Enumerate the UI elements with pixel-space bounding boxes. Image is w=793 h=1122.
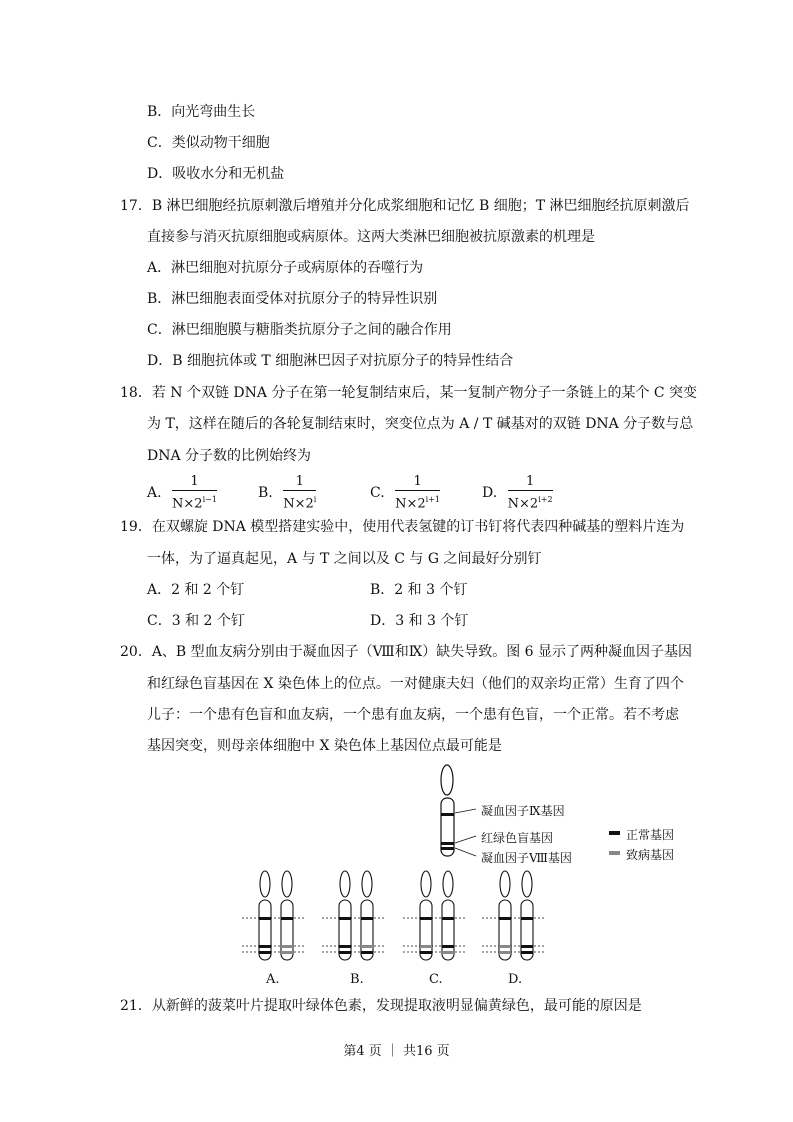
normal-gene-band	[259, 945, 271, 948]
fraction: $\frac{1}{N\times 2^{i-1}}$	[172, 474, 217, 512]
normal-gene-band	[339, 945, 351, 948]
legend-disease-swatch	[609, 851, 620, 855]
normal-gene-band	[420, 917, 432, 920]
disease-gene-band	[420, 945, 432, 948]
legend-normal-swatch	[609, 831, 620, 835]
choice-label-b: B.	[350, 972, 364, 987]
normal-gene-band	[521, 917, 533, 920]
q19-stem-line1: 19．在双螺旋 DNA 模型搭建实验中，使用代表氢键的订书钉将代表四种碱基的塑料片连为	[120, 519, 685, 535]
q17-option-a: A．淋巴细胞对抗原分子或病原体的吞噬行为	[147, 260, 424, 276]
normal-gene-band	[361, 951, 373, 954]
legend-disease-label: 致病基因	[626, 848, 675, 862]
normal-gene-band	[521, 951, 533, 954]
q20-stem-line3: 儿子：一个患有色盲和血友病，一个患有血友病，一个患有色盲，一个正常。若不考虑	[147, 707, 679, 723]
q20-stem-line2: 和红绿色盲基因在 X 染色体上的位点。一对健康夫妇（他们的双亲均正常）生育了四个	[147, 676, 684, 692]
normal-gene-band	[339, 951, 351, 954]
q18-option-b: B. $\frac{1}{N\times 2^i}$	[258, 474, 317, 512]
choice-label-d: D.	[508, 972, 523, 987]
normal-gene-band	[499, 917, 511, 920]
choice-label-c: C.	[429, 972, 443, 987]
q17-option-d: D．B 细胞抗体或 T 细胞淋巴因子对抗原分子的特异性结合	[147, 353, 514, 369]
disease-gene-band	[499, 945, 511, 948]
fraction: $\frac{1}{N\times 2^i}$	[283, 474, 317, 512]
reference-chromosome	[441, 765, 476, 856]
normal-gene-band	[420, 951, 432, 954]
chromosome-short-arm	[260, 871, 270, 897]
q20-stem-line4: 基因突变，则母亲体细胞中 X 染色体上基因位点最可能是	[147, 738, 502, 754]
q17-option-c: C．淋巴细胞膜与糖脂类抗原分子之间的融合作用	[147, 322, 452, 338]
chromosome-short-arm	[362, 871, 372, 897]
disease-gene-band	[281, 945, 293, 948]
label-factor9-gene: 凝血因子Ⅸ基因	[481, 804, 565, 818]
reference-colorblind-band	[441, 842, 454, 845]
normal-gene-band	[339, 917, 351, 920]
q18-option-a: A. $\frac{1}{N\times 2^{i-1}}$	[147, 474, 217, 512]
normal-gene-band	[259, 917, 271, 920]
q21-stem-line1: 21．从新鲜的菠菜叶片提取叶绿体色素，发现提取液明显偏黄绿色，最可能的原因是	[120, 998, 642, 1014]
disease-gene-band	[442, 951, 454, 954]
q16-option-d: D．吸收水分和无机盐	[147, 166, 285, 182]
normal-gene-band	[442, 917, 454, 920]
label-factor8-gene: 凝血因子Ⅷ基因	[481, 851, 572, 865]
normal-gene-band	[521, 945, 533, 948]
q17-stem-line1: 17．B 淋巴细胞经抗原刺激后增殖并分化成浆细胞和记忆 B 细胞；T 淋巴细胞经抗原刺激后	[120, 198, 690, 214]
q18-option-d: D. $\frac{1}{N\times 2^{i+2}}$	[482, 474, 553, 512]
disease-gene-band	[281, 951, 293, 954]
q18-stem-line3: DNA 分子数的比例始终为	[147, 448, 312, 464]
q19-option-a: A．2 和 2 个钉	[147, 582, 245, 598]
chromosome-short-arm	[282, 871, 292, 897]
q16-option-c: C．类似动物干细胞	[147, 135, 270, 151]
chromosome-short-arm	[421, 871, 431, 897]
disease-gene-band	[361, 945, 373, 948]
chromosome-short-arm	[500, 871, 510, 897]
normal-gene-band	[442, 945, 454, 948]
page-footer: 第4 页 ｜ 共16 页	[343, 1044, 450, 1059]
fraction: $\frac{1}{N\times 2^{i+1}}$	[395, 474, 441, 512]
legend-normal-label: 正常基因	[626, 828, 675, 842]
normal-gene-band	[361, 917, 373, 920]
choice-label-a: A.	[266, 972, 280, 987]
label-colorblind-gene: 红绿色盲基因	[481, 831, 554, 845]
normal-gene-band	[259, 951, 271, 954]
q19-stem-line2: 一体，为了逼真起见，A 与 T 之间以及 C 与 G 之间最好分别钉	[147, 551, 542, 567]
q16-option-b: B．向光弯曲生长	[147, 104, 256, 120]
chromosome-short-arm	[443, 871, 453, 897]
normal-gene-band	[281, 917, 293, 920]
q18-stem-line2: 为 T，这样在随后的各轮复制结束时，突变位点为 A / T 碱基对的双链 DNA 分子数与总	[147, 416, 694, 432]
answer-choice-chromosomes	[242, 871, 545, 960]
chromosome-short-arm	[340, 871, 350, 897]
q18-option-c: C. $\frac{1}{N\times 2^{i+1}}$	[370, 474, 441, 512]
fraction: $\frac{1}{N\times 2^{i+2}}$	[507, 474, 553, 512]
q20-stem-line1: 20．A、B 型血友病分别由于凝血因子（Ⅷ和Ⅸ）缺失导致。图 6 显示了两种凝血因子基因	[120, 644, 693, 660]
q18-stem-line1: 18．若 N 个双链 DNA 分子在第一轮复制结束后，某一复制产物分子一条链上的某个 C 突变	[120, 385, 698, 401]
chromosome-short-arm	[522, 871, 532, 897]
q19-option-b: B．2 和 3 个钉	[370, 582, 468, 598]
reference-f9-band	[441, 813, 454, 816]
q19-option-c: C．3 和 2 个钉	[147, 613, 245, 629]
q19-option-d: D．3 和 3 个钉	[370, 613, 469, 629]
disease-gene-band	[499, 951, 511, 954]
q17-option-b: B．淋巴细胞表面受体对抗原分子的特异性识别	[147, 291, 438, 307]
reference-f8-band	[441, 847, 454, 850]
q17-stem-line2: 直接参与消灭抗原细胞或病原体。这两大类淋巴细胞被抗原激素的机理是	[147, 229, 595, 245]
